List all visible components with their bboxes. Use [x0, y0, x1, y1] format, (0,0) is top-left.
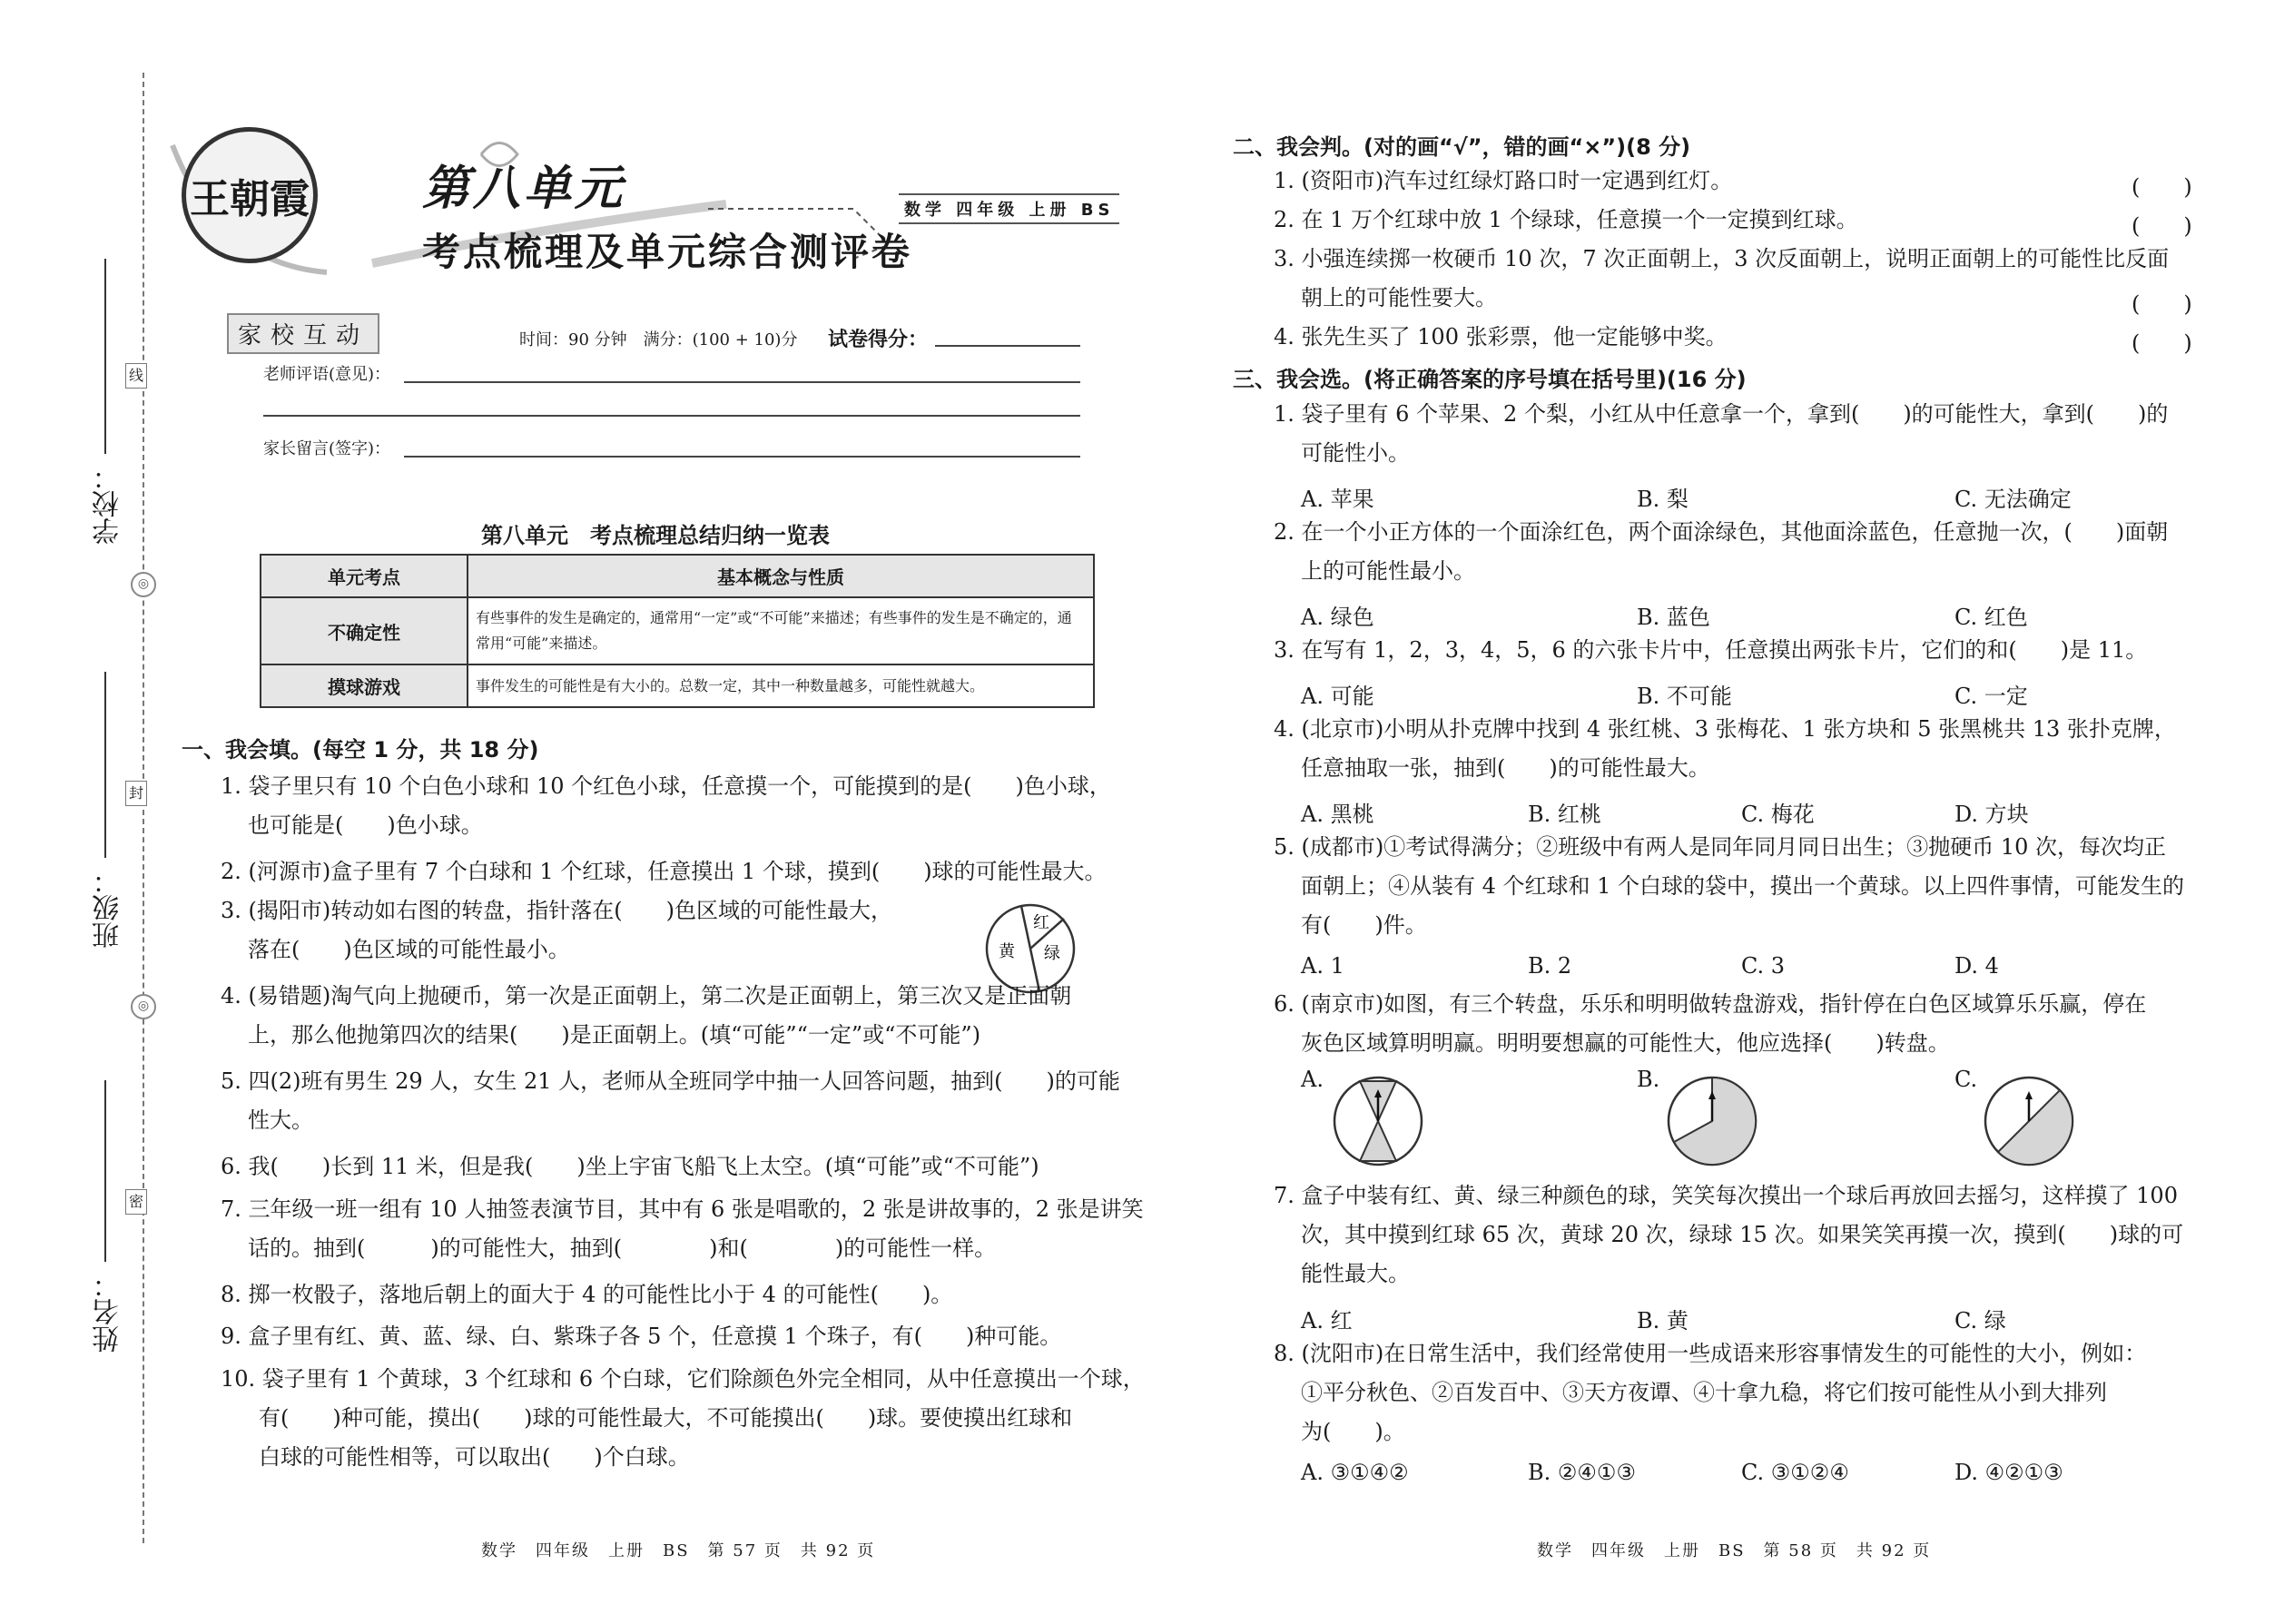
- class-blank[interactable]: [104, 672, 106, 858]
- choice-question: 2. 在一个小正方体的一个面涂红色，两个面涂绿色，其他面涂蓝色，任意抛一次，( )面朝 上的可能性最小。: [1274, 519, 2169, 584]
- spinner-yellow-label: 黄: [999, 942, 1015, 961]
- choice-option[interactable]: A. 绿色: [1301, 605, 1374, 630]
- parent-message-label: 家长留言(签字)：: [263, 439, 391, 458]
- fill-question: 2. (河源市)盒子里有 7 个白球和 1 个红球，任意摸出 1 个球，摸到( )球的可能性最大。: [221, 859, 1107, 884]
- binding-hole-icon: ◎: [131, 994, 156, 1019]
- section-2-title: 二、我会判。(对的画“√”，错的画“×”)(8 分): [1233, 134, 1691, 160]
- choice-option[interactable]: D. 4: [1954, 953, 1999, 979]
- choice-option[interactable]: D. ④②①③: [1954, 1460, 2063, 1485]
- choice-question: 1. 袋子里有 6 个苹果、2 个梨，小红从中任意拿一个，拿到( )的可能性大，拿到( )的 可能性小。: [1274, 401, 2169, 466]
- choice-option[interactable]: B.: [1637, 1067, 1660, 1092]
- cut-word-xian: 线: [125, 363, 147, 389]
- home-school-badge: 家校互动: [227, 313, 379, 354]
- judge-question: 3. 小强连续掷一枚硬币 10 次，7 次正面朝上，3 次反面朝上，说明正面朝上的可能性比反面 朝上的可能性要大。: [1274, 246, 2170, 310]
- answer-paren[interactable]: ( ): [2132, 213, 2192, 239]
- spinner-c-diagram: [1979, 1071, 2079, 1171]
- school-blank[interactable]: [104, 259, 106, 454]
- exam-subtitle: 考点梳理及单元综合测评卷: [422, 230, 913, 274]
- parent-message-line[interactable]: [404, 456, 1080, 458]
- fill-question: 1. 袋子里只有 10 个白色小球和 10 个红色小球，任意摸一个，可能摸到的是( )色小球， 也可能是( )色小球。: [221, 773, 1111, 838]
- right-footer: 数学 四年级 上册 BS 第 58 页 共 92 页: [1537, 1541, 1932, 1560]
- binding-hole-icon: ◎: [131, 572, 156, 597]
- school-label: 学校：: [93, 463, 124, 545]
- section-1-title: 一、我会填。(每空 1 分，共 18 分): [182, 737, 539, 763]
- spinner-green-label: 绿: [1044, 944, 1060, 963]
- judge-question: 4. 张先生买了 100 张彩票，他一定能够中奖。: [1274, 324, 1728, 349]
- unit-title: 第八单元: [422, 161, 626, 216]
- spinner-red-label: 红: [1033, 913, 1049, 932]
- choice-option[interactable]: B. 蓝色: [1637, 605, 1710, 630]
- choice-option[interactable]: A. 黑桃: [1301, 802, 1374, 827]
- name-blank[interactable]: [104, 1080, 106, 1262]
- choice-option[interactable]: B. 黄: [1637, 1308, 1689, 1334]
- choice-question: 3. 在写有 1，2，3，4，5，6 的六张卡片中，任意摸出两张卡片，它们的和( )是 11。: [1274, 637, 2148, 663]
- spinner-b-diagram: [1662, 1071, 1762, 1171]
- score-label: 试卷得分：: [828, 328, 929, 351]
- answer-paren[interactable]: ( ): [2132, 291, 2192, 317]
- choice-question: 8. (沈阳市)在日常生活中，我们经常使用一些成语来形容事情发生的可能性的大小，例如： ①平分秋色、②百发百中、③天方夜谭、④十拿九稳，将它们按可能性从小到大排列 为( )。: [1274, 1341, 2147, 1444]
- choice-option[interactable]: A. ③①④②: [1301, 1460, 1409, 1485]
- grade-tag: 数学 四年级 上册 BS: [899, 193, 1119, 224]
- answer-paren[interactable]: ( ): [2132, 174, 2192, 200]
- binding-cut-line: [143, 73, 144, 1543]
- section-3-title: 三、我会选。(将正确答案的序号填在括号里)(16 分): [1233, 367, 1747, 392]
- choice-option[interactable]: A. 1: [1301, 953, 1344, 979]
- summary-desc: 事件发生的可能性是有大小的。总数一定，其中一种数量越多，可能性就越大。: [468, 664, 1094, 707]
- right-page: [1147, 0, 2294, 1624]
- choice-question: 7. 盒子中装有红、黄、绿三种颜色的球，笑笑每次摸出一个球后再放回去摇匀，这样摸了 100 次，其中摸到红球 65 次，黄球 20 次，绿球 15 次。如果笑笑再摸一次，摸到( )球的可 能性最大。: [1274, 1183, 2184, 1286]
- answer-paren[interactable]: ( ): [2132, 330, 2192, 356]
- summary-col1: 单元考点: [261, 555, 468, 597]
- spinner-a-diagram: [1328, 1071, 1428, 1171]
- choice-option[interactable]: A. 苹果: [1301, 487, 1374, 512]
- choice-question: 6. (南京市)如图，有三个转盘，乐乐和明明做转盘游戏，指针停在白色区域算乐乐赢，停在 灰色区域算明明赢。明明要想赢的可能性大，他应选择( )转盘。: [1274, 991, 2147, 1056]
- choice-option[interactable]: B. 不可能: [1637, 684, 1732, 709]
- choice-option[interactable]: C.: [1954, 1067, 1978, 1092]
- fill-question: 3. (揭阳市)转动如右图的转盘，指针落在( )色区域的可能性最大， 落在( )色区域的可能性最小。: [221, 898, 892, 962]
- judge-question: 1. (资阳市)汽车过红绿灯路口时一定遇到红灯。: [1274, 168, 1733, 193]
- choice-option[interactable]: C. 一定: [1954, 684, 2028, 709]
- choice-option[interactable]: C. 3: [1741, 953, 1786, 979]
- choice-option[interactable]: C. 红色: [1954, 605, 2028, 630]
- fill-question: 7. 三年级一班一组有 10 人抽签表演节目，其中有 6 张是唱歌的，2 张是讲故事的，2 张是讲笑 话的。抽到( )的可能性大，抽到( )和( )的可能性一样。: [221, 1196, 1144, 1261]
- choice-option[interactable]: B. 梨: [1637, 487, 1689, 512]
- choice-question: 5. (成都市)①考试得满分；②班级中有两人是同年同月同日出生；③抛硬币 10 次，每次均正 面朝上；④从装有 4 个红球和 1 个白球的袋中，摸出一个黄球。以上四件事情，可能发生的 有( )件。: [1274, 834, 2185, 938]
- choice-option[interactable]: B. 红桃: [1528, 802, 1601, 827]
- publisher-logo: 王朝霞: [182, 127, 318, 263]
- name-label: 姓名：: [93, 1271, 124, 1353]
- choice-option[interactable]: A.: [1301, 1067, 1324, 1092]
- summary-point: 不确定性: [261, 597, 468, 664]
- choice-option[interactable]: A. 红: [1301, 1308, 1353, 1334]
- choice-option[interactable]: C. ③①②④: [1741, 1460, 1849, 1485]
- choice-option[interactable]: B. 2: [1528, 953, 1572, 979]
- score-blank[interactable]: [935, 345, 1080, 347]
- fill-question: 10. 袋子里有 1 个黄球，3 个红球和 6 个白球，它们除颜色外完全相同，从中任意摸出一个球， 有( )种可能，摸出( )球的可能性最大，不可能摸出( )球。要使摸出红球和 白球的可能性相等，可以取出( )个白球。: [221, 1366, 1145, 1470]
- teacher-comment-label: 老师评语(意见)：: [263, 365, 391, 384]
- choice-option[interactable]: A. 可能: [1301, 684, 1374, 709]
- choice-option[interactable]: C. 梅花: [1741, 802, 1815, 827]
- summary-col2: 基本概念与性质: [468, 555, 1094, 597]
- summary-title: 第八单元 考点梳理总结归纳一览表: [481, 522, 830, 548]
- fill-question: 8. 掷一枚骰子，落地后朝上的面大于 4 的可能性比小于 4 的可能性( )。: [221, 1282, 953, 1307]
- fill-question: 4. (易错题)淘气向上抛硬币，第一次是正面朝上，第二次是正面朝上，第三次又是正面朝 上，那么他抛第四次的结果( )是正面朝上。(填“可能”“一定”或“不可能”): [221, 983, 1072, 1048]
- fill-question: 9. 盒子里有红、黄、蓝、绿、白、紫珠子各 5 个，任意摸 1 个珠子，有( )种可能。: [221, 1324, 1062, 1349]
- class-label: 班级：: [93, 867, 124, 949]
- fill-question: 5. 四(2)班有男生 29 人，女生 21 人，老师从全班同学中抽一人回答问题，抽到( )的可能 性大。: [221, 1068, 1120, 1133]
- summary-point: 摸球游戏: [261, 664, 468, 707]
- teacher-comment-line[interactable]: [404, 381, 1080, 383]
- fill-question: 6. 我( )长到 11 米，但是我( )坐上宇宙飞船飞上太空。(填“可能”或“不可能”): [221, 1154, 1039, 1179]
- time-info: 时间：90 分钟 满分：(100 + 10)分: [519, 330, 798, 349]
- choice-option[interactable]: C. 绿: [1954, 1308, 2006, 1334]
- teacher-comment-line[interactable]: [263, 415, 1080, 417]
- summary-desc: 有些事件的发生是确定的，通常用“一定”或“不可能”来描述；有些事件的发生是不确定的，通常用“可能”来描述。: [468, 597, 1094, 664]
- judge-question: 2. 在 1 万个红球中放 1 个绿球，任意摸一个一定摸到红球。: [1274, 207, 1858, 232]
- cut-word-feng: 封: [125, 781, 147, 806]
- summary-table: [260, 554, 1095, 708]
- choice-option[interactable]: C. 无法确定: [1954, 487, 2072, 512]
- choice-option[interactable]: B. ②④①③: [1528, 1460, 1636, 1485]
- choice-option[interactable]: D. 方块: [1954, 802, 2029, 827]
- cut-word-mi: 密: [125, 1189, 147, 1215]
- left-footer: 数学 四年级 上册 BS 第 57 页 共 92 页: [481, 1541, 876, 1560]
- choice-question: 4. (北京市)小明从扑克牌中找到 4 张红桃、3 张梅花、1 张方块和 5 张黑桃共 13 张扑克牌， 任意抽取一张，抽到( )的可能性最大。: [1274, 716, 2176, 781]
